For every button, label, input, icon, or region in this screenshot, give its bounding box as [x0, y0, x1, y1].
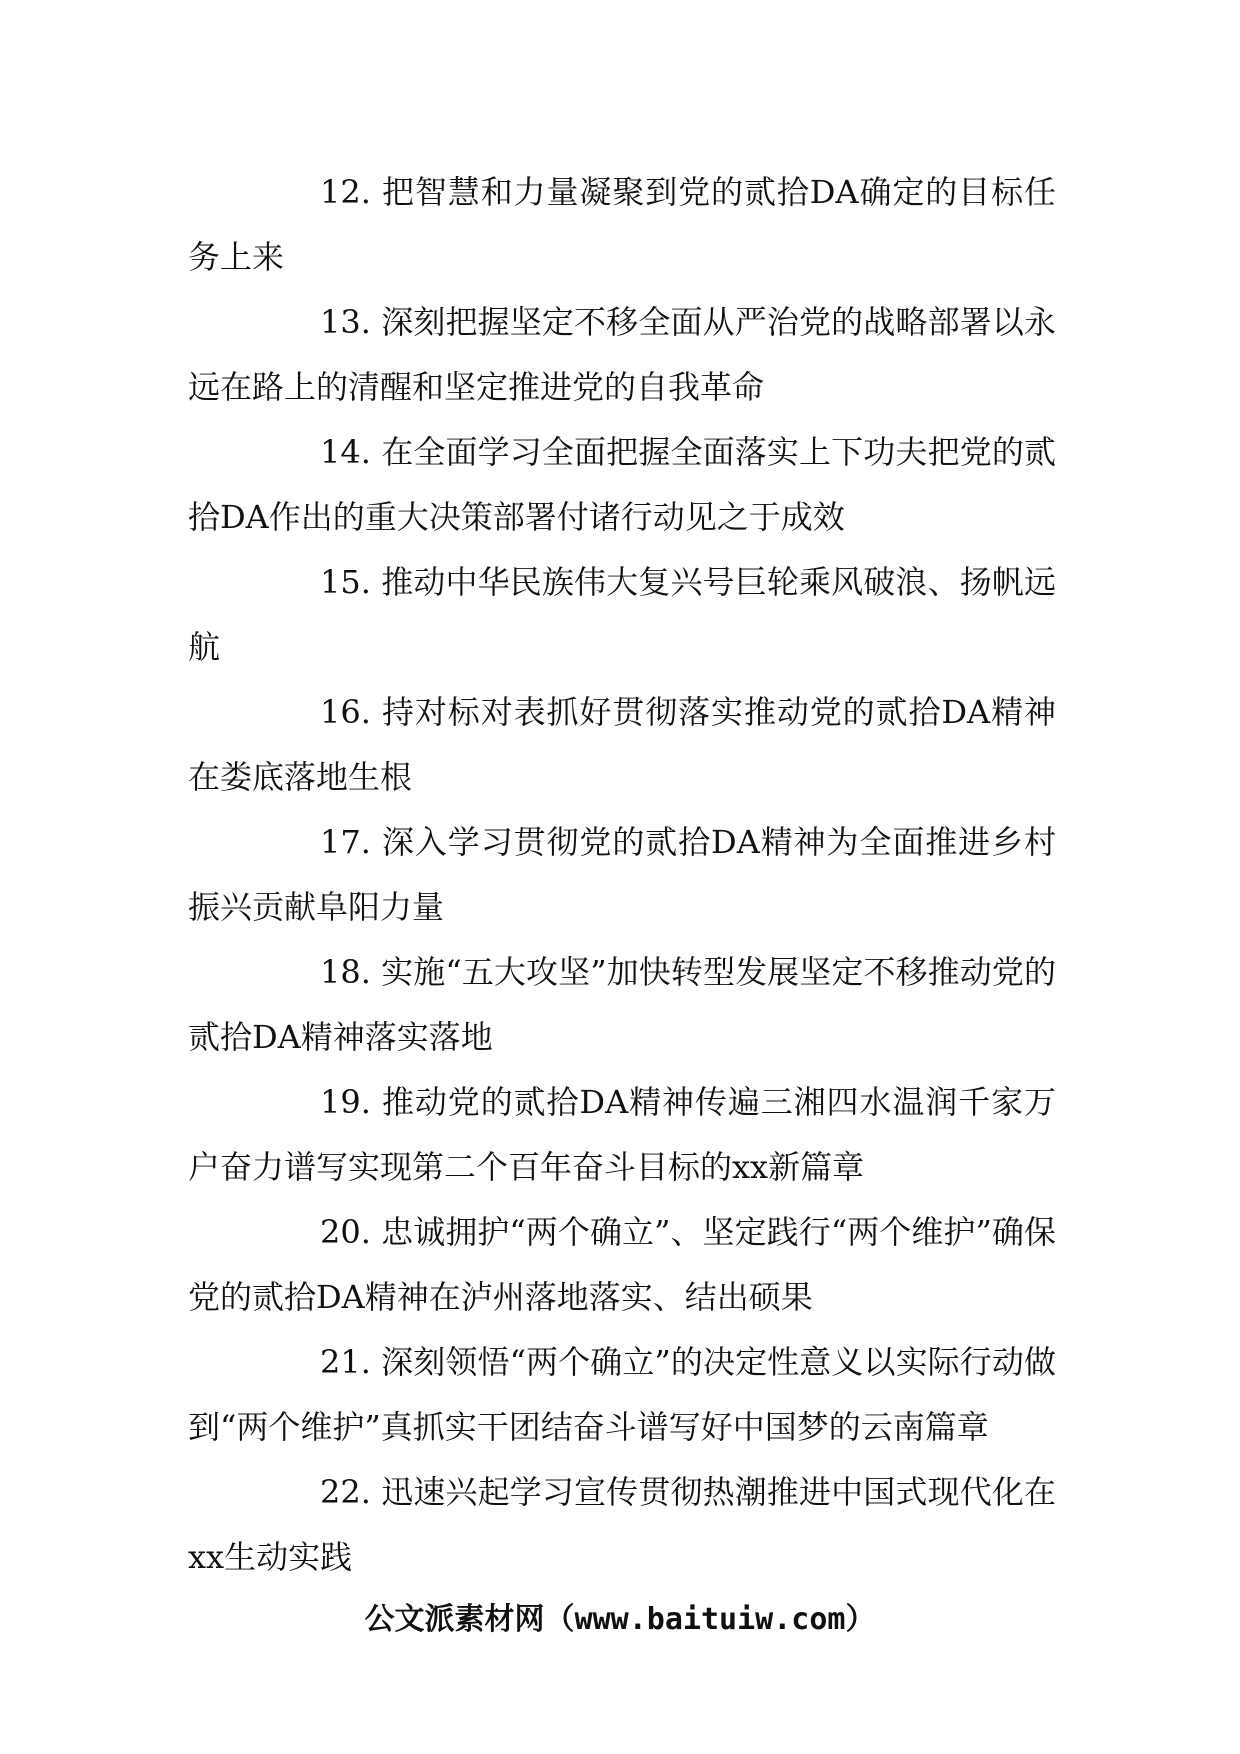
list-item: 19. 推动党的贰拾DA精神传遍三湘四水温润千家万户奋力谱写实现第二个百年奋斗目标的xx新篇章 [188, 1083, 1056, 1186]
list-item: 13. 深刻把握坚定不移全面从严治党的战略部署以永远在路上的清醒和坚定推进党的自我革命 [188, 303, 1056, 406]
list-item: 16. 持对标对表抓好贯彻落实推动党的贰拾DA精神在娄底落地生根 [188, 693, 1056, 796]
list-item: 20. 忠诚拥护“两个确立”、坚定践行“两个维护”确保党的贰拾DA精神在泸州落地落实、结出硕果 [188, 1213, 1056, 1316]
list-item: 17. 深入学习贯彻党的贰拾DA精神为全面推进乡村振兴贡献阜阳力量 [188, 823, 1056, 926]
list-item: 14. 在全面学习全面把握全面落实上下功夫把党的贰拾DA作出的重大决策部署付诸行动见之于成效 [188, 433, 1056, 536]
list-item: 21. 深刻领悟“两个确立”的决定性意义以实际行动做到“两个维护”真抓实干团结奋斗谱写好中国梦的云南篇章 [188, 1343, 1056, 1446]
page-footer: 公文派素材网（www.baituiw.com） [364, 1602, 876, 1637]
document-body [188, 160, 1056, 1590]
list-item: 12. 把智慧和力量凝聚到党的贰拾DA确定的目标任务上来 [188, 173, 1056, 276]
list-item: 18. 实施“五大攻坚”加快转型发展坚定不移推动党的贰拾DA精神落实落地 [188, 953, 1056, 1056]
list-item: 15. 推动中华民族伟大复兴号巨轮乘风破浪、扬帆远航 [188, 563, 1056, 666]
list-item: 22. 迅速兴起学习宣传贯彻热潮推进中国式现代化在xx生动实践 [188, 1473, 1056, 1576]
